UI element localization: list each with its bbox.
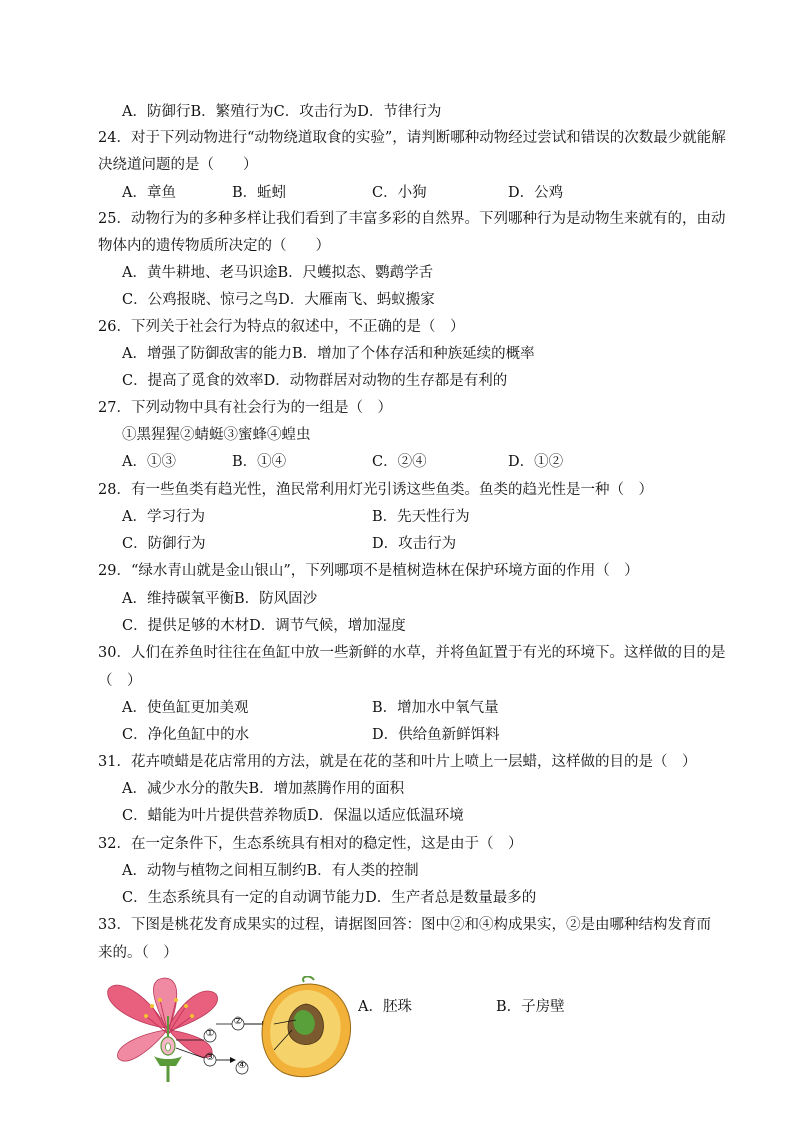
q30-stem-line1: 30．人们在养鱼时往往在鱼缸中放一些新鲜的水草，并将鱼缸置于有光的环境下。这样做的目的是 bbox=[98, 645, 726, 661]
q33-option-a: A．胚珠 bbox=[358, 999, 412, 1015]
flower-fruit-diagram bbox=[96, 976, 356, 1084]
q33-stem-line2: 来的。（ ） bbox=[98, 945, 178, 961]
q32-options-row1: A．动物与植物之间相互制约B．有人类的控制 bbox=[122, 863, 419, 879]
q29-options-row1: A．维持碳氧平衡B．防风固沙 bbox=[122, 591, 318, 607]
q30-stem-line2: （ ） bbox=[98, 673, 142, 689]
q33-option-b: B．子房壁 bbox=[496, 999, 565, 1015]
q26-options-row2: C．提高了觅食的效率D．动物群居对动物的生存都是有利的 bbox=[122, 373, 508, 389]
q25-options-row2: C．公鸡报晓、惊弓之鸟D．大雁南飞、蚂蚁搬家 bbox=[122, 292, 435, 308]
q28-stem: 28．有一些鱼类有趋光性，渔民常利用灯光引诱这些鱼类。鱼类的趋光性是一种（ ） bbox=[98, 482, 653, 498]
q33-stem-line1: 33．下图是桃花发育成果实的过程，请据图回答：图中②和④构成果实，②是由哪种结构发育而 bbox=[98, 917, 711, 933]
q31-options-row1: A．减少水分的散失B．增加蒸腾作用的面积 bbox=[122, 781, 405, 797]
q28-option-b: B．先天性行为 bbox=[372, 509, 470, 525]
q24-stem-line2: 决绕道问题的是（ ） bbox=[98, 157, 258, 173]
q29-stem: 29．“绿水青山就是金山银山”，下列哪项不是植树造林在保护环境方面的作用（ ） bbox=[98, 563, 639, 579]
label-3: ③ bbox=[205, 1052, 215, 1063]
q27-option-c: C．②④ bbox=[372, 454, 427, 470]
q24-option-a: A．章鱼 bbox=[122, 185, 176, 201]
q25-options-row1: A．黄牛耕地、老马识途B．尺蠖拟态、鹦鹉学舌 bbox=[122, 265, 434, 281]
q32-stem: 32．在一定条件下，生态系统具有相对的稳定性，这是由于（ ） bbox=[98, 836, 523, 852]
q29-options-row2: C．提供足够的木材D．调节气候，增加湿度 bbox=[122, 618, 406, 634]
q28-option-a: A．学习行为 bbox=[122, 509, 205, 525]
q27-option-b: B．①④ bbox=[232, 454, 287, 470]
q31-stem: 31．花卉喷蜡是花店常用的方法，就是在花的茎和叶片上喷上一层蜡，这样做的目的是（ ） bbox=[98, 754, 697, 770]
q24-option-b: B．蚯蚓 bbox=[232, 185, 287, 201]
q26-stem: 26．下列关于社会行为特点的叙述中，不正确的是（ ） bbox=[98, 319, 465, 335]
peach-flower-fruit-figure bbox=[96, 976, 356, 1084]
q28-option-c: C．防御行为 bbox=[122, 536, 206, 552]
q27-option-d: D．①② bbox=[508, 454, 564, 470]
q27-items: ①黑猩猩②蜻蜓③蜜蜂④蝗虫 bbox=[122, 427, 311, 443]
label-1: ① bbox=[205, 1028, 215, 1039]
q25-stem-line1: 25．动物行为的多种多样让我们看到了丰富多彩的自然界。下列哪种行为是动物生来就有的，由动 bbox=[98, 211, 726, 227]
q24-option-d: D．公鸡 bbox=[508, 185, 564, 201]
q28-option-d: D．攻击行为 bbox=[372, 536, 457, 552]
q31-options-row2: C．蜡能为叶片提供营养物质D．保温以适应低温环境 bbox=[122, 808, 464, 824]
q26-options-row1: A．增强了防御敌害的能力B．增加了个体存活和种族延续的概率 bbox=[122, 346, 535, 362]
q30-option-c: C．净化鱼缸中的水 bbox=[122, 727, 250, 743]
label-2: ② bbox=[233, 1016, 243, 1027]
flower-illustration bbox=[108, 978, 218, 1082]
label-4: ④ bbox=[237, 1060, 247, 1071]
q30-option-a: A．使鱼缸更加美观 bbox=[122, 700, 249, 716]
q23-options: A．防御行B．繁殖行为C．攻击行为D．节律行为 bbox=[122, 104, 442, 120]
q27-stem: 27．下列动物中具有社会行为的一组是（ ） bbox=[98, 400, 392, 416]
peach-fruit-illustration bbox=[262, 976, 351, 1076]
q32-options-row2: C．生态系统具有一定的自动调节能力D．生产者总是数量最多的 bbox=[122, 890, 537, 906]
q30-option-b: B．增加水中氧气量 bbox=[372, 700, 499, 716]
q24-stem-line1: 24．对于下列动物进行“动物绕道取食的实验”，请判断哪种动物经过尝试和错误的次数最少就能解 bbox=[98, 130, 726, 146]
q30-option-d: D．供给鱼新鲜饵料 bbox=[372, 727, 500, 743]
q24-option-c: C．小狗 bbox=[372, 185, 427, 201]
q27-option-a: A．①③ bbox=[122, 454, 176, 470]
q25-stem-line2: 物体内的遗传物质所决定的（ ） bbox=[98, 238, 330, 254]
